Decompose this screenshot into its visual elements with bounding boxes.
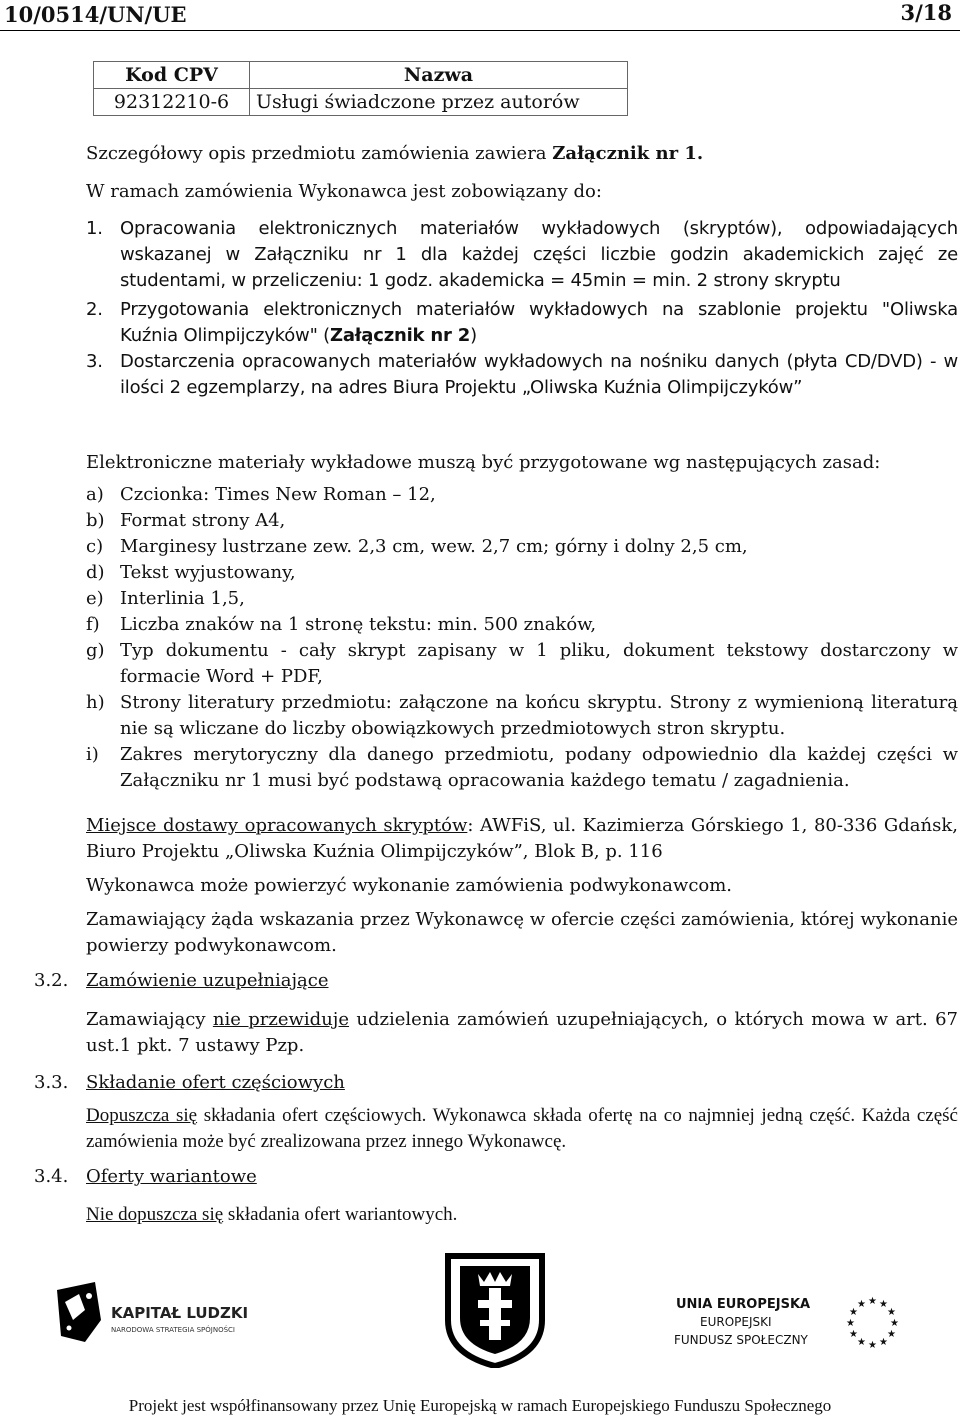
kl-subtitle: NARODOWA STRATEGIA SPÓJNOŚCI [111,1326,235,1334]
list-item-label: b) [86,510,105,531]
ue-line-3: FUNDUSZ SPOŁECZNY [674,1333,808,1347]
section-number: 3.2. [34,970,69,991]
intro-text: Szczegółowy opis przedmiotu zamówienia zawiera [86,143,553,164]
eu-star: ★ [879,1337,888,1349]
list-item-text: Marginesy lustrzane zew. 2,3 cm, wew. 2,7 cm; górny i dolny 2,5 cm, [120,536,748,557]
section-text-emphasis: nie przewiduje [212,1009,350,1030]
page-header [0,0,960,31]
eu-star: ★ [879,1298,888,1310]
subcontract-note-2: Zamawiający żąda wskazania przez Wykonawcę w ofercie części zamówienia, której wykonanie powierzy podwykonawcom. [86,909,958,956]
section-number: 3.4. [34,1166,69,1187]
obligation-number: 1. [86,218,103,239]
list-item [86,742,958,794]
section-3-4-body [86,1202,958,1228]
eu-star: ★ [848,1329,858,1340]
eu-star: ★ [857,1298,866,1310]
section-text-post: składania ofert częściowych. Wykonawca składa ofertę na co najmniej jedną część. Każda część zamówienia może być zrealizowana przez innego Wykonawcę. [86,1105,958,1152]
obligation-number: 2. [86,299,103,320]
list-item-text: Zakres merytoryczny dla danego przedmiotu, podany odpowiednio dla każdej części w Załączniku nr 1 musi być podstawą opracowania każdego tematu / zagadnienia. [120,744,958,791]
section-text-emphasis: Nie dopuszcza się [86,1204,224,1225]
obligation-text: Dostarczenia opracowanych materiałów wykładowych na nośniku danych (płyta CD/DVD) - w ilości 2 egzemplarzy, na adres Biura Projektu „Oliwska Kuźnia Olimpijczyków” [120,351,958,398]
obligation-text: Opracowania elektronicznych materiałów wykładowych (skryptów), odpowiadających wskazanej w Załączniku nr 1 dla każdej części liczbie godzin akademickich zajęć ze studentami, w przeliczeniu: 1 godz. akademicka = 45min = min. 2 strony skryptu [120,218,958,291]
document-id: 10/0514/UN/UE [4,2,187,27]
list-item [86,586,958,612]
list-item-label: d) [86,562,105,583]
intro-line-1 [86,143,958,164]
section-title: Oferty wariantowe [86,1166,257,1187]
column-header-nazwa: Nazwa [250,62,628,89]
kl-title: KAPITAŁ LUDZKI [111,1304,249,1322]
obligation-number: 3. [86,351,103,372]
list-item-text: Liczba znaków na 1 stronę tekstu: min. 500 znaków, [120,614,597,635]
european-union-logo [670,1290,910,1360]
list-item-text: Strony literatury przedmiotu: załączone na końcu skryptu. Strony z wymienioną literaturą nie są wliczane do liczby obowiązkowych przedmiotowych stron skryptu. [120,692,958,739]
delivery-label: Miejsce dostawy opracowanych skryptów [86,815,468,836]
eu-star: ★ [848,1307,858,1318]
list-item [86,482,958,508]
obligation-item-1 [86,216,958,294]
section-text-pre: Zamawiający [86,1009,213,1030]
subcontract-note-1: Wykonawca może powierzyć wykonanie zamówienia podwykonawcom. [86,875,733,896]
section-3-4-heading [34,1166,257,1187]
section-title: Składanie ofert częściowych [86,1072,345,1093]
obligation-item-3 [86,349,958,401]
list-item-text: Typ dokumentu - cały skrypt zapisany w 1 pliku, dokument tekstowy dostarczony w formacie Word + PDF, [120,640,958,687]
section-3-3-body [86,1103,958,1155]
page-number: 3/18 [900,0,952,25]
kapital-ludzki-logo [55,1280,275,1350]
logo-strip [0,1250,960,1390]
obligation-text-tail: ) [470,325,477,346]
intro-line-2: W ramach zamówienia Wykonawca jest zobowiązany do: [86,181,602,202]
list-item [86,560,958,586]
list-item [86,638,958,690]
attachment-2-ref: Załącznik nr 2 [330,325,471,346]
list-item [86,690,958,742]
list-item-label: c) [86,536,104,557]
list-item-label: i) [86,744,99,765]
cpv-table [93,61,628,116]
table-header-row [94,62,628,89]
eu-star: ★ [868,1340,877,1351]
list-item-label: a) [86,484,104,505]
ue-line-1: UNIA EUROPEJSKA [676,1297,811,1312]
list-item-label: e) [86,588,104,609]
list-item-label: h) [86,692,105,713]
cpv-code-cell: 92312210-6 [94,89,250,116]
list-item-text: Czcionka: Times New Roman – 12, [120,484,436,505]
section-number: 3.3. [34,1072,69,1093]
table-row [94,89,628,116]
list-item-text: Tekst wyjustowany, [120,562,296,583]
attachment-1-ref: Załącznik nr 1. [552,143,704,164]
list-item-text: Format strony A4, [120,510,286,531]
list-item [86,534,958,560]
obligation-item-2 [86,297,958,349]
list-item [86,508,958,534]
section-text-emphasis: Dopuszcza się [86,1105,198,1126]
eu-star: ★ [846,1318,855,1329]
list-item-label: g) [86,640,105,661]
section-text-post: składania ofert wariantowych. [223,1204,458,1225]
list-item [86,612,958,638]
section-text-post: udzielenia zamówień uzupełniających, o których mowa w art. 67 ust.1 pkt. 7 ustawy Pzp. [86,1009,959,1056]
list-item-text: Interlinia 1,5, [120,588,245,609]
cpv-name-cell: Usługi świadczone przez autorów [250,89,628,116]
list-item-label: f) [86,614,100,635]
eu-star: ★ [857,1337,866,1349]
eu-stars-icon [846,1296,899,1351]
obligation-text [120,297,958,349]
delivery-place [86,813,958,865]
eu-star: ★ [887,1329,897,1340]
section-3-3-heading [34,1072,345,1093]
section-title: Zamówienie uzupełniające [86,970,329,991]
page-footer: Projekt jest współfinansowany przez Unię Europejską w ramach Europejskiego Funduszu Społecznego [128,1396,832,1415]
section-3-2-heading [34,970,329,991]
section-3-2-body [86,1007,958,1059]
university-seal-logo [440,1250,550,1368]
eu-star: ★ [887,1307,897,1318]
eu-star: ★ [868,1296,877,1307]
column-header-kod-cpv: Kod CPV [94,62,250,89]
ue-line-2: EUROPEJSKI [700,1315,772,1329]
eu-star: ★ [890,1318,899,1329]
obligation-text-main: Przygotowania elektronicznych materiałów wykładowych na szablonie projektu "Oliwska Kuźnia Olimpijczyków" ( [120,299,958,346]
rules-intro: Elektroniczne materiały wykładowe muszą być przygotowane wg następujących zasad: [86,452,881,473]
delivery-address: : AWFiS, ul. Kazimierza Górskiego 1, 80-336 Gdańsk, Biuro Projektu „Oliwska Kuźnia Olimpijczyków”, Blok B, p. 116 [86,815,958,862]
